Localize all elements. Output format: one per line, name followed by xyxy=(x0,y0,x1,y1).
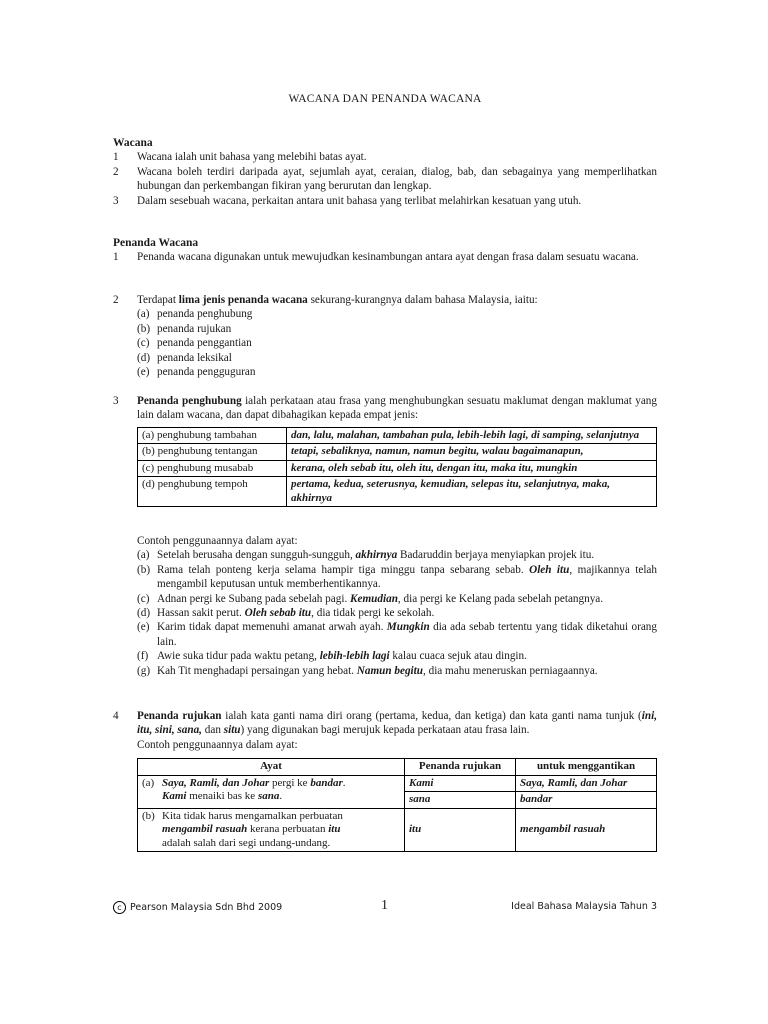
penanda-rujukan-block xyxy=(113,709,657,852)
replace-value: Saya, Ramli, dan Johar xyxy=(516,776,656,793)
item-number: 2 xyxy=(113,165,119,178)
table-row xyxy=(138,444,657,461)
item-number: 3 xyxy=(113,194,119,207)
copyright-icon: c xyxy=(113,901,126,914)
text-run: kalau cuaca sejuk atau dingin. xyxy=(389,650,527,663)
key-term: Namun begitu xyxy=(356,664,423,677)
penanda-penghubung-block xyxy=(113,394,657,507)
example-label: (d) xyxy=(137,607,151,620)
table-cell: tetapi, sebaliknya, namun, namun begitu, walau bagaimanapun, xyxy=(287,444,657,461)
example-label: (c) xyxy=(137,592,150,605)
key-term: mengambil rasuah xyxy=(162,823,248,836)
sentence-line xyxy=(142,790,400,804)
cell-line xyxy=(142,810,400,824)
item-number: 1 xyxy=(113,251,119,264)
table-cell: mengambil rasuah xyxy=(516,808,657,852)
sub-label: (c) xyxy=(137,337,150,350)
text-run: Karim tidak dapat memenuhi amanat arwah ayah. xyxy=(157,621,387,634)
contoh-heading: Contoh penggunaannya dalam ayat: xyxy=(137,535,298,547)
text-run: sekurang-kurangnya dalam bahasa Malaysia, iaitu: xyxy=(307,294,538,306)
text-run: . xyxy=(279,790,283,803)
sub-text: penanda penggantian xyxy=(157,337,252,350)
text-run: dia ada sebab tertentu yang tidak diketahui orang lain. xyxy=(157,621,657,648)
key-term: Oleh sebab itu xyxy=(244,607,312,620)
replace-value: bandar xyxy=(520,793,553,806)
example-text xyxy=(157,592,657,606)
item-number: 3 xyxy=(113,395,119,407)
table-cell: (b) penghubung tentangan xyxy=(138,444,287,461)
table-cell: pertama, kedua, seterusnya, kemudian, selepas itu, selanjutnya, maka, akhirnya xyxy=(287,477,657,507)
ref-value: sana xyxy=(409,793,431,806)
example-item xyxy=(137,548,657,562)
table-cell xyxy=(405,775,516,808)
section-penanda-wacana xyxy=(113,236,657,265)
bold-term: Penanda penghubung xyxy=(137,395,242,407)
text-run: menaiki bas ke xyxy=(186,790,258,803)
bold-term: lima jenis penanda wacana xyxy=(178,294,308,306)
example-text xyxy=(157,548,657,562)
section-heading: Wacana xyxy=(113,137,153,149)
table-header-row xyxy=(138,759,657,776)
key-term: Oleh itu xyxy=(529,563,570,576)
table-cell: (a) penghubung tambahan xyxy=(138,427,287,444)
example-text xyxy=(157,606,657,620)
key-term: ini, itu, sini, sana, xyxy=(137,710,657,737)
sub-label: (e) xyxy=(137,366,150,379)
key-term: Saya, Ramli, dan Johar xyxy=(162,776,270,789)
list-item xyxy=(113,250,657,264)
page-title: WACANA DAN PENANDA WACANA xyxy=(288,93,482,105)
text-run: Terdapat xyxy=(137,294,179,306)
table-cell: (c) penghubung musabab xyxy=(138,460,287,477)
table-cell: (d) penghubung tempoh xyxy=(138,477,287,507)
example-label: (f) xyxy=(137,650,149,663)
ref-value: Kami xyxy=(405,776,515,793)
item-text: Penanda wacana digunakan untuk mewujudkan kesinambungan antara ayat dengan frasa dalam sesuatu wacana. xyxy=(137,251,639,264)
text-run: Rama telah ponteng kerja selama hampir tiga minggu tanpa sebarang sebab. xyxy=(157,563,530,576)
text-run: , dia tidak pergi ke sekolah. xyxy=(311,607,435,620)
sub-item xyxy=(137,351,657,365)
sub-item xyxy=(137,336,657,350)
table-row xyxy=(138,808,657,852)
section-wacana xyxy=(113,136,657,208)
key-term: bandar xyxy=(310,776,343,789)
item-number: 4 xyxy=(113,710,119,722)
key-term: Kami xyxy=(162,790,187,803)
table-row xyxy=(138,460,657,477)
table-row xyxy=(138,477,657,507)
sentence-line xyxy=(162,777,345,791)
list-item xyxy=(113,709,657,738)
table-row xyxy=(138,427,657,444)
column-header: Penanda rujukan xyxy=(405,759,516,776)
example-item xyxy=(137,592,657,606)
list-item xyxy=(113,165,657,194)
penghubung-table xyxy=(137,427,657,508)
example-label: (a) xyxy=(137,549,150,562)
item-text: Dalam sesebuah wacana, perkaitan antara unit bahasa yang terlibat melahirkan kesatuan yang utuh. xyxy=(137,194,582,207)
example-item xyxy=(137,664,657,678)
example-text xyxy=(157,664,657,678)
table-row xyxy=(138,775,657,808)
sentence-line: adalah salah dari segi undang-undang. xyxy=(162,836,331,849)
item-number: 1 xyxy=(113,151,119,164)
publisher-text: Pearson Malaysia Sdn Bhd 2009 xyxy=(130,902,283,913)
example-item xyxy=(137,620,657,649)
example-item xyxy=(137,563,657,592)
table-cell: dan, lalu, malahan, tambahan pula, lebih-lebih lagi, di samping, selanjutnya xyxy=(287,427,657,444)
rujukan-table xyxy=(137,758,657,852)
sentence-line: Kita tidak harus mengamalkan perbuatan xyxy=(162,809,343,822)
column-header: Ayat xyxy=(138,759,405,776)
key-term: Mungkin xyxy=(386,621,430,634)
example-text xyxy=(157,649,657,663)
text-run: , majikannya telah mengambil keputusan untuk memberhentikannya. xyxy=(157,563,657,591)
table-cell xyxy=(138,808,405,852)
example-label: (g) xyxy=(137,664,151,677)
example-label: (e) xyxy=(137,621,150,634)
sub-text: penanda pengguguran xyxy=(157,366,256,379)
key-term: itu xyxy=(328,823,341,836)
column-header: untuk menggantikan xyxy=(516,759,657,776)
sub-text: penanda penghubung xyxy=(157,308,253,321)
key-term: sana xyxy=(257,790,280,803)
text-run: . xyxy=(342,776,346,789)
row-label: (a) xyxy=(142,776,155,789)
list-item xyxy=(113,150,657,164)
table-cell xyxy=(138,775,405,808)
sub-item xyxy=(137,322,657,336)
sub-label: (b) xyxy=(137,322,151,335)
text-run: , dia mahu meneruskan perniagaannya. xyxy=(423,664,598,677)
bold-term: Penanda rujukan xyxy=(137,710,222,722)
key-term: lebih-lebih lagi xyxy=(319,650,390,663)
text-run: Awie suka tidur pada waktu petang, xyxy=(157,650,320,663)
key-term: situ xyxy=(223,724,241,737)
section-heading: Penanda Wacana xyxy=(113,237,199,249)
item-text xyxy=(137,293,657,307)
text-run: pergi ke xyxy=(269,776,311,789)
jenis-penanda-block xyxy=(113,293,657,379)
item-text xyxy=(137,394,657,423)
example-item xyxy=(137,606,657,620)
example-text xyxy=(157,620,657,649)
cell-line xyxy=(142,777,400,791)
table-cell: itu xyxy=(405,808,516,852)
page-number: 1 xyxy=(381,898,388,913)
text-run: Kah Tit menghadapi persaingan yang hebat. xyxy=(157,664,357,677)
contoh-penghubung-block xyxy=(113,534,657,678)
book-title: Ideal Bahasa Malaysia Tahun 3 xyxy=(511,901,657,912)
text-run: kerana perbuatan xyxy=(247,823,329,836)
text-run: Setelah berusaha dengan sungguh-sungguh, xyxy=(157,549,356,562)
row-label: (b) xyxy=(142,809,155,822)
text-run: Adnan pergi ke Subang pada sebelah pagi. xyxy=(157,592,351,605)
item-number: 2 xyxy=(113,294,119,306)
text-run: dan xyxy=(201,724,224,737)
example-label: (b) xyxy=(137,563,151,576)
sub-label: (d) xyxy=(137,351,151,364)
sub-text: penanda rujukan xyxy=(157,322,232,335)
item-text: Wacana ialah unit bahasa yang melebihi batas ayat. xyxy=(137,151,367,164)
example-item xyxy=(137,649,657,663)
text-run: ialah perkataan atau frasa yang menghubungkan sesuatu maklumat dengan maklumat yang lain dalam wacana, dan dapat dibahagikan kepada empat jenis: xyxy=(137,395,657,422)
list-item xyxy=(113,194,657,208)
key-term: Kemudian xyxy=(350,592,398,605)
text-run: Badaruddin berjaya menyiapkan projek itu. xyxy=(397,549,595,562)
sub-label: (a) xyxy=(137,308,150,321)
text-run: Hassan sakit perut. xyxy=(157,607,245,620)
item-text: Wacana boleh terdiri daripada ayat, sejumlah ayat, ceraian, dialog, bab, dan sebagainya yang memperlihatkan hubungan dan perkembangan fikiran yang berurutan dan lengkap. xyxy=(137,165,657,193)
text-run: ) yang digunakan bagi merujuk kepada perkataan atau frasa lain. xyxy=(240,724,530,737)
sub-item xyxy=(137,307,657,321)
text-run: ialah kata ganti nama diri orang (pertama, kedua, dan ketiga) dan kata ganti nama tunjuk ( xyxy=(221,710,642,722)
table-cell xyxy=(516,775,657,808)
table-cell: kerana, oleh sebab itu, oleh itu, dengan itu, maka itu, mungkin xyxy=(287,460,657,477)
text-run: , dia pergi ke Kelang pada sebelah petangnya. xyxy=(397,592,604,605)
sub-text: penanda leksikal xyxy=(157,351,232,364)
list-item xyxy=(113,293,657,307)
sentence-line xyxy=(142,823,400,837)
footer-left xyxy=(113,901,282,914)
item-text xyxy=(137,709,657,738)
contoh-heading: Contoh penggunaannya dalam ayat: xyxy=(137,738,298,751)
sub-item xyxy=(137,365,657,379)
key-term: akhirnya xyxy=(355,549,398,562)
list-item xyxy=(113,394,657,423)
example-text xyxy=(157,563,657,592)
